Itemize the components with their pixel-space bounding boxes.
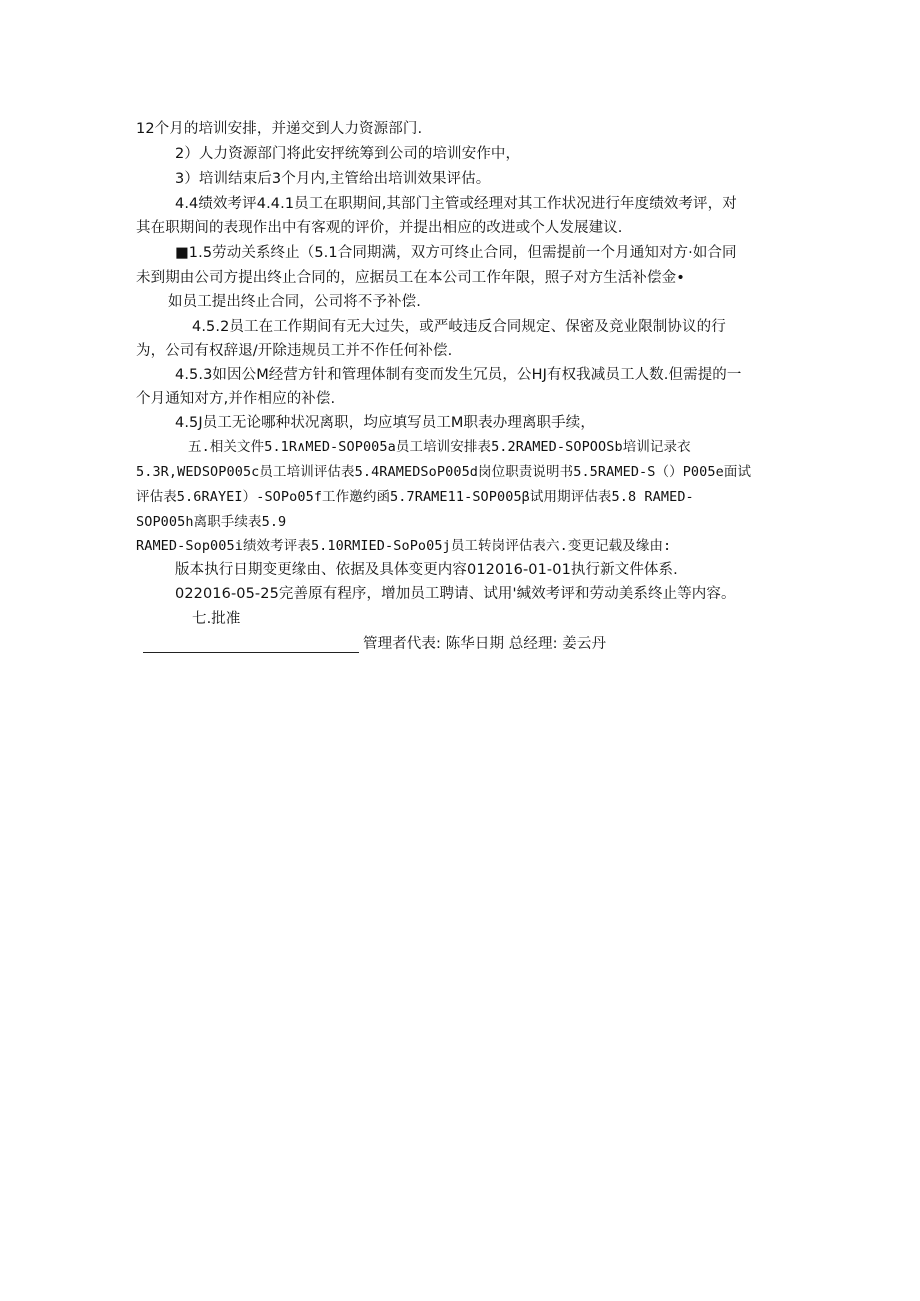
text-line-13: 4.5J员工无论哪种状况离职，均应填写员工M职表办理离职手续， bbox=[175, 415, 595, 431]
text-line-12: 个月通知对方,并作相应的补偿. bbox=[136, 391, 336, 407]
text-line-18: RAMED-Sop005i绩效考评表5.10RMIED-SoPo05j员工转岗评估表六.变更记载及缘由: bbox=[136, 538, 672, 554]
text-line-15: 5.3R,WEDSOP005c员工培训评估表5.4RAMEDSoP005d岗位职责说明书5.5RAMED-S（）P005e面试 bbox=[136, 464, 752, 480]
text-line-10: 为，公司有权辞退/开除违规员工并不作任何补偿. bbox=[136, 343, 453, 359]
text-line-6: ■1.5劳动关系终止（5.1合同期满，双方可终止合同，但需提前一个月通知对方·如合同 bbox=[175, 245, 737, 261]
section-title-approval: 七.批准 bbox=[192, 611, 241, 627]
text-line-9: 4.5.2员工在工作期间有无大过失，或严岐违反合同规定、保密及竞业限制协议的行 bbox=[192, 319, 726, 335]
text-line-16: 评估表5.6RAYEI）-SOPo05f工作邀约函5.7RAME11-SOP005β试用期评估表5.8 RAMED- bbox=[136, 489, 694, 505]
signature-line: 管理者代表: 陈华日期 总经理: 姜云丹 bbox=[363, 636, 607, 652]
text-line-7: 未到期由公司方提出终止合同的，应据员工在本公司工作年限，照子对方生活补偿金• bbox=[136, 270, 685, 286]
text-line-4: 4.4绩效考评4.4.1员工在职期间,其部门主管或经理对其工作状况进行年度绩效考评，对 bbox=[175, 196, 737, 212]
text-line-20: 022016-05-25完善原有程序，增加员工聘请、试用'缄效考评和劳动美系终止等内容。 bbox=[175, 586, 736, 602]
text-line-11: 4.5.3如因公M经营方针和管理体制有变而发生冗员，公HJ有权我减员工人数.但需提的一 bbox=[175, 367, 742, 383]
text-line-5: 其在职期间的表现作出中有客观的评价，并提出相应的改进或个人发展建议. bbox=[136, 220, 623, 236]
text-line-1: 12个月的培训安排，并递交到人力资源部门. bbox=[136, 121, 423, 137]
text-line-17: SOP005h离职手续表5.9 bbox=[136, 514, 287, 530]
signature-rule bbox=[143, 652, 359, 653]
text-line-2: 2）人力资源部门将此安抨统筹到公司的培训安作中， bbox=[175, 146, 521, 162]
text-line-14: 五.相关文件5.1R∧MED-SOP005a员工培训安排表5.2RAMED-SOPOOSb培训记录衣 bbox=[188, 439, 691, 455]
text-line-19: 版本执行日期变更缘由、依据及具体变更内容012016-01-01执行新文件体系. bbox=[175, 562, 678, 578]
text-line-3: 3）培训结束后3个月内,主管给出培训效果评估。 bbox=[175, 171, 491, 187]
text-line-8: 如员工提出终止合同，公司将不予补偿. bbox=[168, 294, 421, 310]
